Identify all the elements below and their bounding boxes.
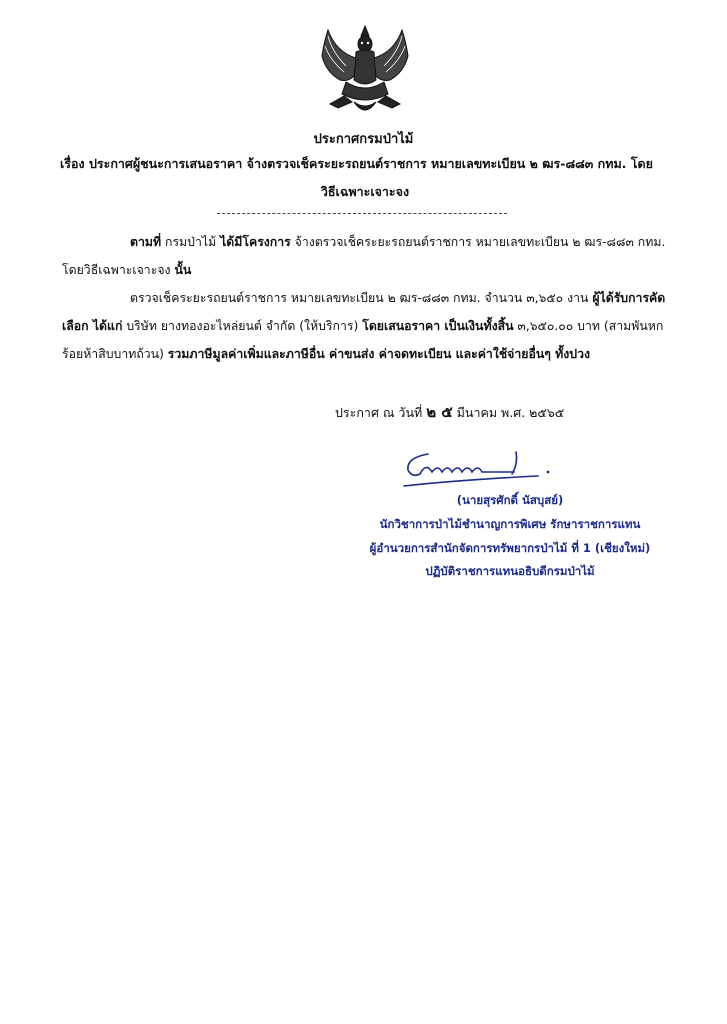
subject-heading [60,150,670,206]
date-prefix: ประกาศ ณ วันที่ [335,405,423,420]
p2-winner-label: ผู้ได้รับการคัดเลือก ได้แก่ [62,291,666,333]
subject-line-2: วิธีเฉพาะเจาะจง [320,184,410,199]
p2-price: ๓,๖๕๐.๐๐ บาท (สามพันหกร้อยห้าสิบบาทถ้วน) [62,319,664,361]
signatory-name: (นายสุรศักดิ์ นัสบุสย์) [456,493,564,507]
p1-agency: กรมป่าไม้ [161,235,221,249]
paragraph-1 [62,228,667,284]
p2-item: ตรวจเช็คระยะรถยนต์ราชการ หมายเลขทะเบียน ๒ ฒร-๘๘๓ กทม. จำนวน ๓,๖๕๐ งาน [130,291,593,305]
date-day: ๒ ๕ [426,403,453,421]
announcement-date [335,400,564,424]
handwritten-signature [398,448,578,490]
signatory-position-2: ผู้อำนวยการสำนักจัดการทรัพยากรป่าไม้ ที่ 1 (เชียงใหม่) [369,541,651,555]
p1-lead: ตามที่ [130,235,162,249]
divider-line [217,213,507,214]
p2-tax-note: รวมภาษีมูลค่าเพิ่มและภาษีอื่น ค่าขนส่ง ค่าจดทะเบียน และค่าใช้จ่ายอื่นๆ ทั้งปวง [167,347,591,361]
garuda-emblem-icon [316,22,414,122]
subject-label: เรื่อง [60,156,85,171]
p1-project: จ้างตรวจเช็คระยะรถยนต์ราชการ หมายเลขทะเบียน ๒ ฒร-๘๘๓ กทม. โดยวิธีเฉพาะเจาะจง [62,235,666,277]
signatory-position-3: ปฏิบัติราชการแทนอธิบดีกรมป่าไม้ [425,564,595,578]
p2-winner: บริษัท ยางทองอะไหล่ยนต์ จำกัด (ให้บริการ) [122,319,363,333]
signatory-position-1: นักวิชาการป่าไม้ชำนาญการพิเศษ รักษาราชการแทน [379,517,641,531]
document-title: ประกาศกรมป่าไม้ [313,132,414,147]
date-month-year: มีนาคม พ.ศ. ๒๕๖๕ [456,405,565,420]
p1-end: นั้น [174,263,192,277]
paragraph-2 [62,284,667,368]
p1-project-label: ได้มีโครงการ [220,235,291,249]
subject-line-1: ประกาศผู้ชนะการเสนอราคา จ้างตรวจเช็คระยะรถยนต์ราชการ หมายเลขทะเบียน ๒ ฒร-๘๘๓ กทม. โดย [88,156,653,171]
p2-price-label: โดยเสนอราคา เป็นเงินทั้งสิ้น [362,319,514,333]
